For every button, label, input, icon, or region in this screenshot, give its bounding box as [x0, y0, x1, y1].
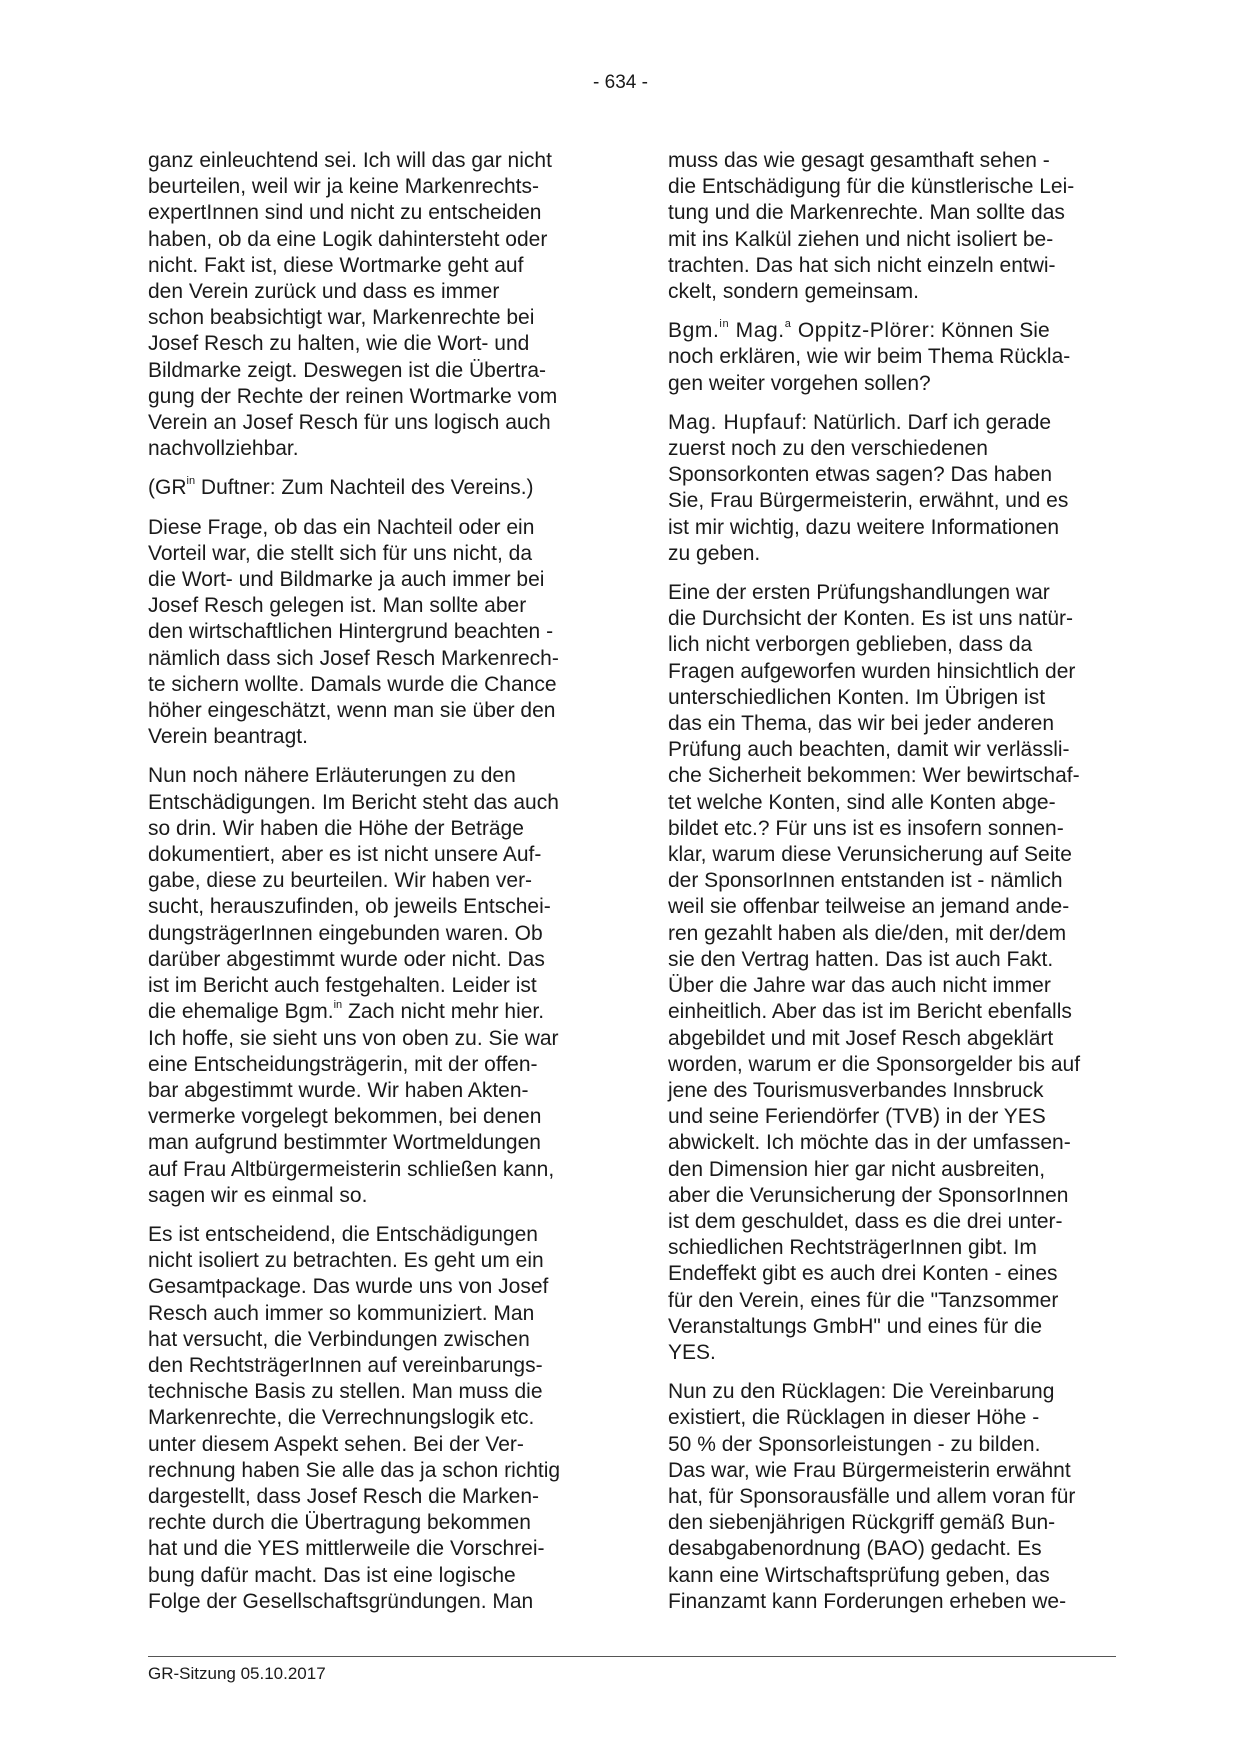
- speaker-surname: Oppitz-Plörer: [791, 319, 930, 343]
- paragraph: Nun zu den Rücklagen: Die Vereinbarung existiert, die Rücklagen in dieser Höhe - 50 % der Sponsorleistungen - zu bilden. Das war, wie Frau Bürgermeisterin erwähnt hat, für Sponsorausfälle und allem voran für den siebenjährigen Rückgriff gemäß Bun- desabgabenordnung (BAO) gedacht. Es kann eine Wirtschaftsprüfung geben, das Finanzamt kann Forderungen erheben we-: [668, 1380, 1076, 1613]
- footer-divider: [148, 1656, 1116, 1657]
- superscript: in: [719, 318, 730, 331]
- paragraph: muss das wie gesagt gesamthaft sehen - die Entschädigung für die künstlerische Lei- tung und die Markenrechte. Man sollte das mit ins Kalkül ziehen und nicht isoliert be- trachten. Das hat sich nicht einzeln entwi- ckelt, sondern gemeinsam.: [668, 149, 1075, 304]
- speaker-title: Mag.: [729, 319, 785, 343]
- superscript: in: [186, 475, 196, 488]
- paragraph: Es ist entscheidend, die Entschädigungen nicht isoliert zu betrachten. Es geht um ein Gesamtpackage. Das wurde uns von Josef Resch auch immer so kommuniziert. Man hat versucht, die Verbindungen zwischen den RechtsträgerInnen auf vereinbarungs- technische Basis zu stellen. Man muss die Markenrechte, die Verrechnungslogik etc. unter diesem Aspekt sehen. Bei der Ver- rechnung haben Sie alle das ja schon richtig dargestellt, dass Josef Resch die Marken- rechte durch die Übertragung bekommen hat und die YES mittlerweile die Vorschrei- bung dafür macht. Das ist eine logische Folge der Gesellschaftsgründungen. Man: [148, 1222, 561, 1613]
- superscript: a: [784, 318, 792, 331]
- paragraph-part: Nun noch nähere Erläuterungen zu den Entschädigungen. Im Bericht steht das auch so drin. Wir haben die Höhe der Beträge dokumentiert, aber es ist nicht unsere Auf- gabe, diese zu beurteilen. Wir haben ver- sucht, herauszufinden, ob jeweils Entschei- dungsträgerInnen eingebunden waren. Ob darüber abgestimmt wurde oder nicht. Das ist im Bericht auch festgehalten. Leider ist die ehemalige Bgm.: [148, 764, 559, 1024]
- left-column: [148, 148, 593, 1628]
- speech-text: : Können Sie noch erklären, wie wir beim Thema Rückla- gen weiter vorgehen sollen?: [668, 319, 1071, 395]
- speaker-paragraph: [668, 410, 1113, 567]
- speech-text: : Natürlich. Darf ich gerade zuerst noch zu den verschiedenen Sponsorkonten etwas sagen? Das haben Sie, Frau Bürgermeisterin, erwähnt, und es ist mir wichtig, dazu weitere Informationen zu geben.: [668, 410, 1069, 565]
- paragraph: Diese Frage, ob das ein Nachteil oder ein Vorteil war, die stellt sich für uns nicht, da die Wort- und Bildmarke ja auch immer bei Josef Resch gelegen ist. Man sollte aber den wirtschaftlichen Hintergrund beachten - nämlich dass sich Josef Resch Markenrech- te sichern wollte. Damals wurde die Chance höher eingeschätzt, wenn man sie über den Verein beantragt.: [148, 515, 559, 749]
- paragraph: [148, 763, 593, 1208]
- right-column: [668, 148, 1113, 1628]
- superscript: in: [333, 999, 343, 1012]
- paragraph: Eine der ersten Prüfungshandlungen war die Durchsicht der Konten. Es ist uns natür- lich nicht verborgen geblieben, dass da Fragen aufgeworfen wurden hinsichtlich der unterschiedlichen Konten. Im Übrigen ist das ein Thema, das wir bei jeder anderen Prüfung auch beachten, damit wir verlässli- che Sicherheit bekommen: Wer bewirtschaf- tet welche Konten, sind alle Konten abge- bildet etc.? Für uns ist es insofern sonnen- klar, warum diese Verunsicherung auf Seite der SponsorInnen entstanden ist - nämlich weil sie offenbar teilweise an jemand ande- ren gezahlt haben als die/den, mit der/dem sie den Vertrag hatten. Das ist auch Fakt. Über die Jahre war das auch nicht immer einheitlich. Aber das ist im Bericht ebenfalls abgebildet und mit Josef Resch abgeklärt worden, warum er die Sponsorgelder bis auf jene des Tourismusverbandes Innsbruck und seine Feriendörfer (TVB) in der YES abwickelt. Ich möchte das in der umfassen- den Dimension hier gar nicht ausbreiten, aber die Verunsicherung der SponsorInnen ist dem geschuldet, dass es die drei unter- schiedlichen RechtsträgerInnen gibt. Im Endeffekt gibt es auch drei Konten - eines für den Verein, eines für die "Tanzsommer Veranstaltungs GmbH" und eines für die YES.: [668, 581, 1081, 1364]
- interjection: [148, 475, 593, 501]
- speaker-name: [668, 319, 929, 342]
- speaker-title: Bgm.: [668, 319, 720, 343]
- footer-text: GR-Sitzung 05.10.2017: [148, 1664, 326, 1683]
- speaker-name: Mag. Hupfauf: [668, 410, 802, 434]
- page-number: - 634 -: [593, 72, 648, 93]
- interjection-text: Duftner: Zum Nachteil des Vereins.): [195, 476, 534, 500]
- speaker-paragraph: [668, 318, 1113, 397]
- paragraph: ganz einleuchtend sei. Ich will das gar nicht beurteilen, weil wir ja keine Markenrechts- expertInnen sind und nicht zu entscheiden haben, ob da eine Logik dahintersteht oder nicht. Fakt ist, diese Wortmarke geht auf den Verein zurück und dass es immer schon beabsichtigt war, Markenrechte bei Josef Resch zu halten, wie die Wort- und Bildmarke zeigt. Deswegen ist die Übertra- gung der Rechte der reinen Wortmarke vom Verein an Josef Resch für uns logisch auch nachvollziehbar.: [148, 149, 558, 461]
- paragraph-part: Zach nicht mehr hier. Ich hoffe, sie sieht uns von oben zu. Sie war eine Entscheidungsträgerin, mit der offen- bar abgestimmt wurde. Wir haben Akten- vermerke vorgelegt bekommen, bei denen man aufgrund bestimmter Wortmeldungen auf Frau Altbürgermeisterin schließen kann, sagen wir es einmal so.: [148, 1000, 559, 1207]
- interjection-prefix: (GR: [148, 476, 187, 500]
